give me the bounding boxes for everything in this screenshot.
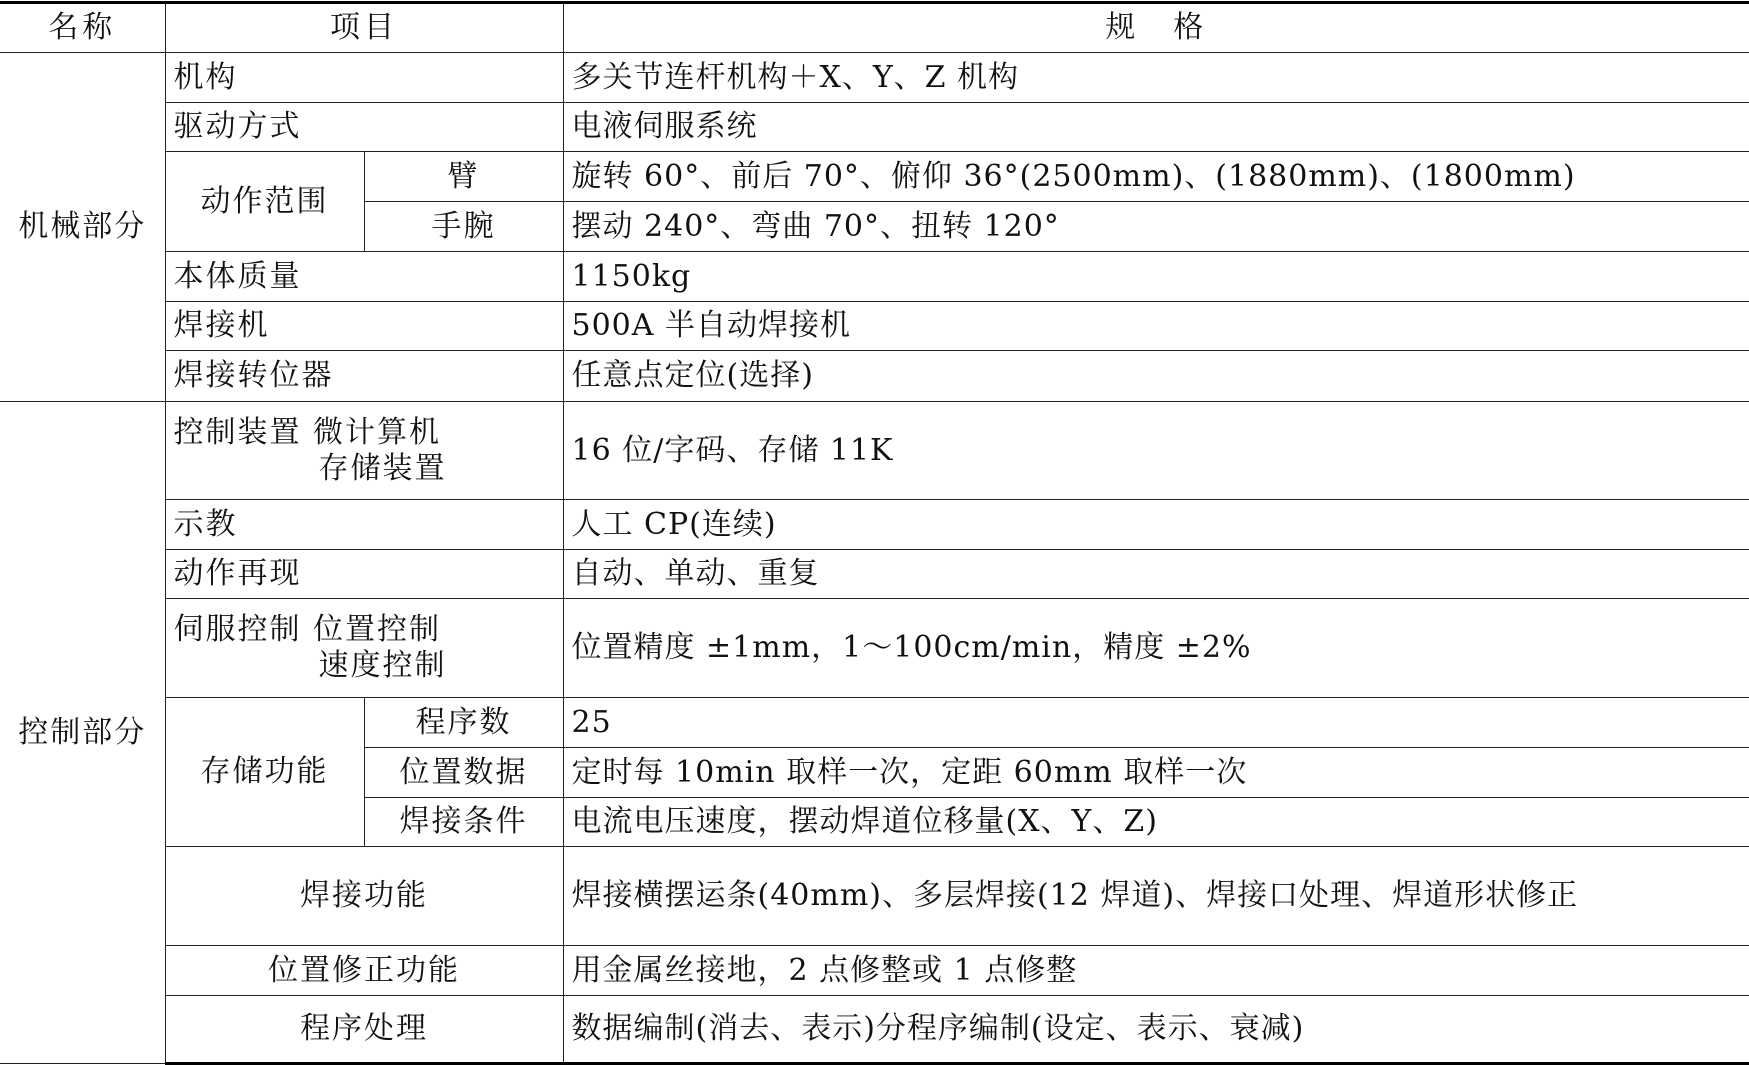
sub-programs: 程序数 bbox=[364, 698, 563, 748]
item-mass: 本体质量 bbox=[165, 252, 563, 302]
table-row bbox=[0, 996, 1749, 1064]
table-row bbox=[0, 252, 1749, 302]
spec-drive: 电液伺服系统 bbox=[563, 103, 1749, 152]
header-item: 项目 bbox=[165, 3, 563, 53]
item-servo bbox=[165, 599, 563, 698]
header-name: 名称 bbox=[0, 3, 165, 53]
section-mechanical: 机械部分 bbox=[0, 53, 165, 402]
item-storage: 存储功能 bbox=[165, 698, 364, 847]
spec-wrist: 摆动 240°、弯曲 70°、扭转 120° bbox=[563, 202, 1749, 252]
table-header-row bbox=[0, 3, 1749, 53]
item-positioner: 焊接转位器 bbox=[165, 351, 563, 402]
item-mechanism: 机构 bbox=[165, 53, 563, 103]
item-welder: 焊接机 bbox=[165, 302, 563, 351]
table-row bbox=[0, 351, 1749, 402]
sub-weld-conditions: 焊接条件 bbox=[364, 798, 563, 847]
item-control-device-line2: 存储装置 bbox=[318, 450, 447, 486]
item-control-device-line1: 控制装置 微计算机 bbox=[173, 414, 442, 450]
item-program-processing: 程序处理 bbox=[165, 996, 563, 1064]
item-teach: 示教 bbox=[165, 500, 563, 550]
spec-mechanism: 多关节连杆机构＋X、Y、Z 机构 bbox=[563, 53, 1749, 103]
table-row bbox=[0, 402, 1749, 500]
sub-arm: 臂 bbox=[364, 152, 563, 202]
table-row bbox=[0, 946, 1749, 996]
item-playback: 动作再现 bbox=[165, 550, 563, 599]
spec-mass: 1150kg bbox=[563, 252, 1749, 302]
spec-playback: 自动、单动、重复 bbox=[563, 550, 1749, 599]
table-row bbox=[0, 302, 1749, 351]
section-control: 控制部分 bbox=[0, 402, 165, 1064]
table-row bbox=[0, 152, 1749, 202]
item-welding-function: 焊接功能 bbox=[165, 847, 563, 946]
table-row bbox=[0, 103, 1749, 152]
item-drive: 驱动方式 bbox=[165, 103, 563, 152]
item-control-device bbox=[165, 402, 563, 500]
sub-position-data: 位置数据 bbox=[364, 748, 563, 798]
spec-control-device: 16 位/字码、存储 11K bbox=[563, 402, 1749, 500]
spec-positioner: 任意点定位(选择) bbox=[563, 351, 1749, 402]
spec-position-data: 定时每 10min 取样一次，定距 60mm 取样一次 bbox=[563, 748, 1749, 798]
sub-wrist: 手腕 bbox=[364, 202, 563, 252]
table-row bbox=[0, 847, 1749, 946]
header-spec: 规 格 bbox=[563, 3, 1749, 53]
spec-program-processing: 数据编制(消去、表示)分程序编制(设定、表示、衰减) bbox=[563, 996, 1749, 1064]
spec-weld-conditions: 电流电压速度，摆动焊道位移量(X、Y、Z) bbox=[563, 798, 1749, 847]
table-row bbox=[0, 500, 1749, 550]
spec-table bbox=[0, 1, 1749, 1065]
spec-welder: 500A 半自动焊接机 bbox=[563, 302, 1749, 351]
spec-arm: 旋转 60°、前后 70°、俯仰 36°(2500mm)、(1880mm)、(1800mm) bbox=[563, 152, 1749, 202]
item-servo-line1: 伺服控制 位置控制 bbox=[173, 612, 442, 647]
item-position-correction: 位置修正功能 bbox=[165, 946, 563, 996]
item-servo-line2: 速度控制 bbox=[318, 648, 447, 683]
spec-position-correction: 用金属丝接地，2 点修整或 1 点修整 bbox=[563, 946, 1749, 996]
spec-servo: 位置精度 ±1mm，1～100cm/min，精度 ±2% bbox=[563, 599, 1749, 698]
item-range: 动作范围 bbox=[165, 152, 364, 252]
spec-teach: 人工 CP(连续) bbox=[563, 500, 1749, 550]
table-row bbox=[0, 599, 1749, 698]
table-row bbox=[0, 53, 1749, 103]
table-row bbox=[0, 698, 1749, 748]
spec-programs: 25 bbox=[563, 698, 1749, 748]
spec-welding-function: 焊接横摆运条(40mm)、多层焊接(12 焊道)、焊接口处理、焊道形状修正 bbox=[563, 847, 1749, 946]
table-row bbox=[0, 550, 1749, 599]
